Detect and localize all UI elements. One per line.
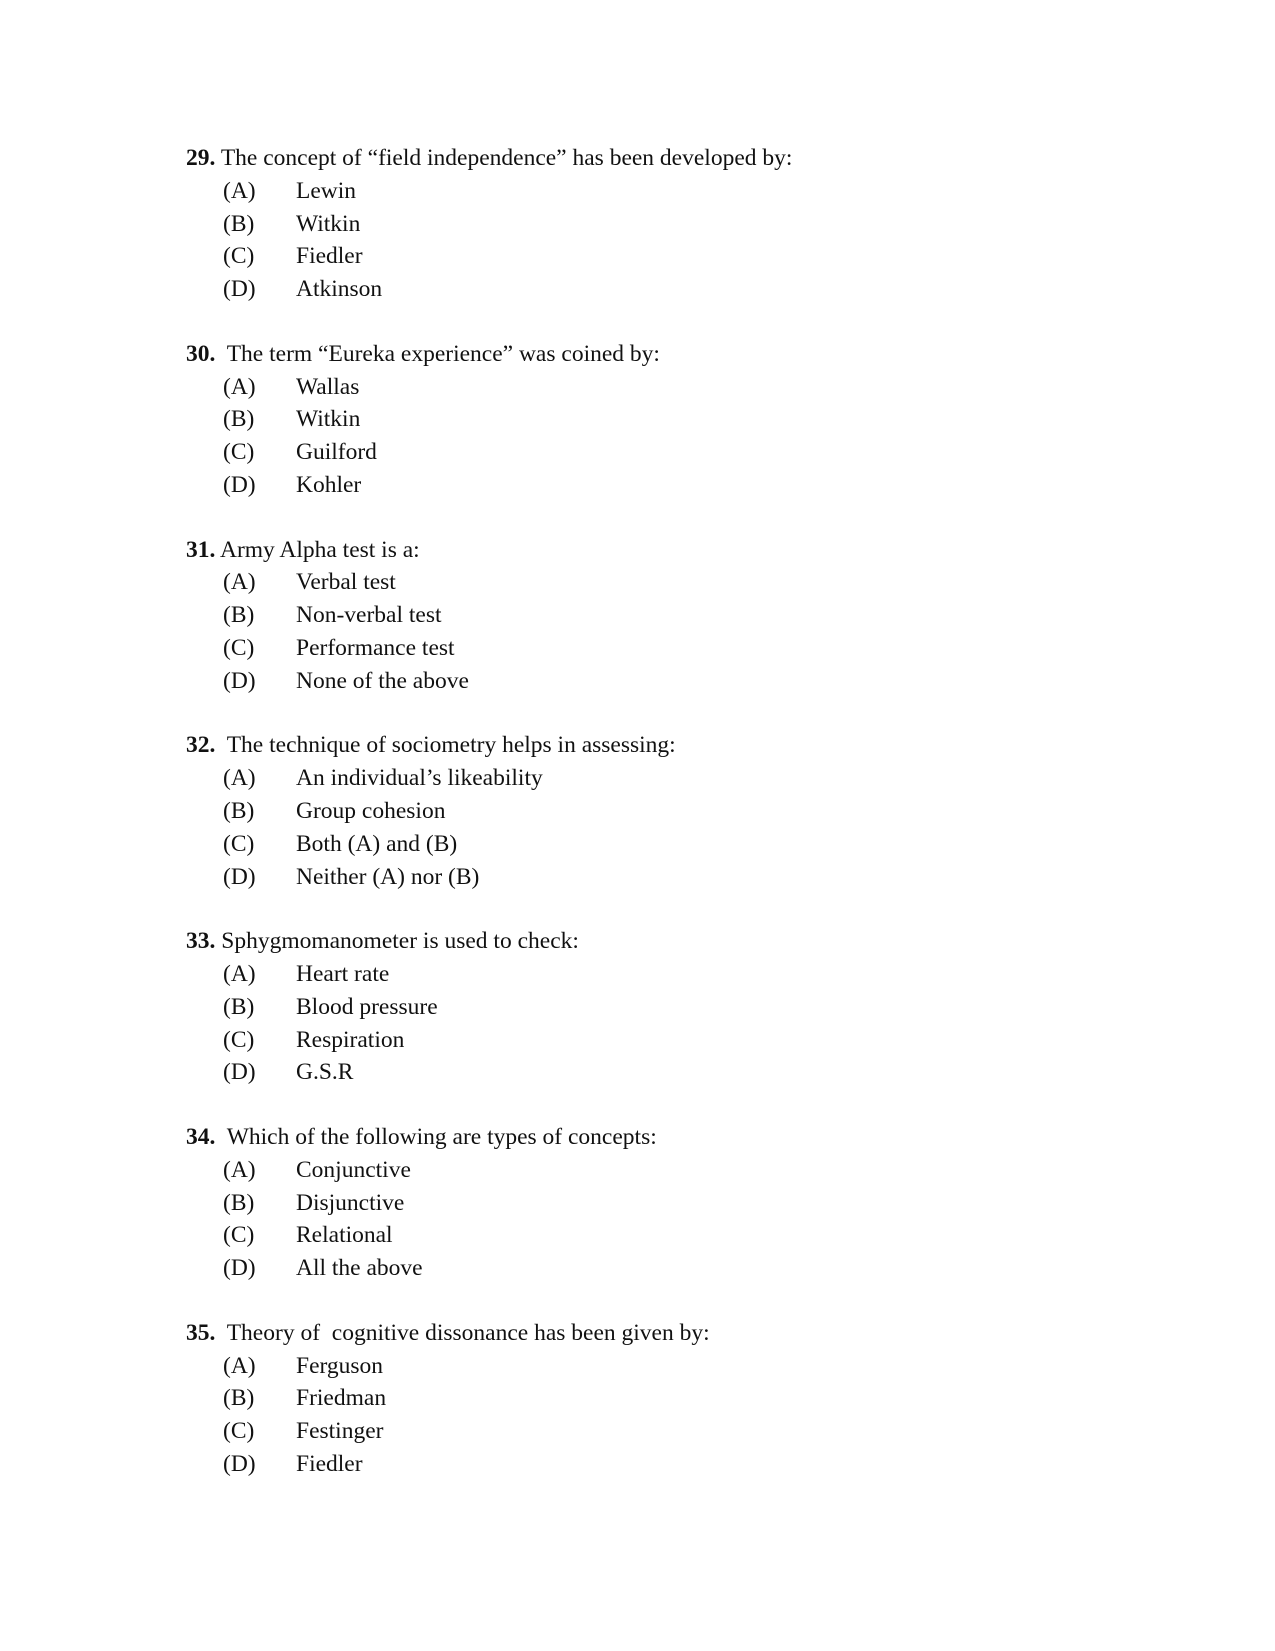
options-list [186, 175, 1086, 306]
option-c [186, 240, 1086, 273]
option-letter: (C) [223, 830, 255, 857]
option-letter: (B) [223, 210, 255, 237]
option-letter: (D) [223, 471, 256, 498]
option-text: Lewin [296, 177, 357, 204]
option-text: Witkin [296, 210, 361, 237]
option-text: None of the above [296, 667, 469, 694]
option-text: All the above [296, 1255, 423, 1282]
question-text: Which of the following are types of concepts: [226, 1123, 657, 1150]
question-number: 32. [186, 732, 216, 759]
option-d [186, 1056, 1086, 1089]
option-text: Ferguson [296, 1352, 384, 1379]
option-text: Kohler [296, 471, 362, 498]
option-b [186, 991, 1086, 1024]
option-text: G.S.R [296, 1059, 354, 1086]
option-letter: (A) [223, 960, 256, 987]
option-letter: (B) [223, 406, 255, 433]
question-number: 31. [186, 536, 216, 563]
option-letter: (B) [223, 602, 255, 629]
question-text: Sphygmomanometer is used to check: [221, 928, 579, 955]
question-29 [186, 142, 1086, 338]
options-list [186, 1154, 1086, 1285]
option-text: Non-verbal test [296, 602, 442, 629]
option-letter: (A) [223, 1156, 256, 1183]
option-b [186, 1382, 1086, 1415]
option-c [186, 828, 1086, 861]
option-text: Guilford [296, 439, 377, 466]
option-letter: (D) [223, 667, 256, 694]
option-letter: (C) [223, 634, 255, 661]
option-letter: (B) [223, 993, 255, 1020]
option-d [186, 861, 1086, 894]
question-number: 35. [186, 1319, 216, 1346]
question-spacer [215, 1320, 226, 1346]
option-letter: (C) [223, 1026, 255, 1053]
option-d [186, 273, 1086, 306]
option-text: Heart rate [296, 960, 390, 987]
option-c [186, 632, 1086, 665]
question-stem [186, 729, 1086, 762]
option-a [186, 371, 1086, 404]
option-c [186, 436, 1086, 469]
option-letter: (B) [223, 1385, 255, 1412]
option-letter: (C) [223, 1222, 255, 1249]
options-list [186, 958, 1086, 1089]
question-number: 33. [186, 928, 216, 955]
option-a [186, 1154, 1086, 1187]
question-text: Army Alpha test is a: [219, 536, 420, 563]
question-text: The term “Eureka experience” was coined by: [226, 340, 660, 367]
option-text: Neither (A) nor (B) [296, 863, 480, 890]
option-d [186, 1448, 1086, 1481]
question-text: Theory of cognitive dissonance has been given by: [226, 1319, 710, 1346]
option-letter: (D) [223, 1059, 256, 1086]
option-b [186, 403, 1086, 436]
question-34 [186, 1121, 1086, 1317]
option-text: Conjunctive [296, 1156, 411, 1183]
option-text: Relational [296, 1222, 393, 1249]
options-list [186, 762, 1086, 893]
question-stem [186, 1121, 1086, 1154]
option-c [186, 1219, 1086, 1252]
question-spacer [215, 1124, 226, 1150]
option-letter: (B) [223, 1189, 255, 1216]
question-text: The technique of sociometry helps in assessing: [226, 732, 676, 759]
option-text: Group cohesion [296, 797, 446, 824]
option-text: Blood pressure [296, 993, 438, 1020]
option-letter: (A) [223, 569, 256, 596]
option-text: Wallas [296, 373, 360, 400]
question-list [186, 142, 1086, 1513]
question-spacer [215, 341, 226, 367]
option-text: An individual’s likeability [296, 765, 543, 792]
option-a [186, 762, 1086, 795]
option-b [186, 1187, 1086, 1220]
option-text: Verbal test [296, 569, 396, 596]
question-stem [186, 142, 1086, 175]
option-letter: (A) [223, 177, 256, 204]
option-a [186, 958, 1086, 991]
option-text: Witkin [296, 406, 361, 433]
options-list [186, 1350, 1086, 1481]
option-c [186, 1415, 1086, 1448]
option-letter: (D) [223, 276, 256, 303]
option-b [186, 599, 1086, 632]
option-b [186, 795, 1086, 828]
question-number: 34. [186, 1123, 216, 1150]
option-letter: (A) [223, 765, 256, 792]
question-30 [186, 338, 1086, 534]
options-list [186, 371, 1086, 502]
option-letter: (D) [223, 1255, 256, 1282]
option-d [186, 1252, 1086, 1285]
option-text: Fiedler [296, 1450, 363, 1477]
question-35 [186, 1317, 1086, 1513]
option-text: Performance test [296, 634, 455, 661]
option-a [186, 1350, 1086, 1383]
option-d [186, 665, 1086, 698]
option-text: Fiedler [296, 243, 363, 270]
option-d [186, 469, 1086, 502]
question-32 [186, 729, 1086, 925]
option-letter: (A) [223, 1352, 256, 1379]
option-letter: (B) [223, 797, 255, 824]
option-text: Disjunctive [296, 1189, 405, 1216]
question-text: The concept of “field independence” has been developed by: [220, 145, 793, 171]
option-text: Atkinson [296, 276, 383, 303]
question-stem [186, 534, 1086, 567]
option-text: Respiration [296, 1026, 405, 1053]
option-letter: (D) [223, 1450, 256, 1477]
option-text: Festinger [296, 1418, 384, 1445]
option-text: Both (A) and (B) [296, 830, 458, 857]
question-33 [186, 925, 1086, 1121]
option-letter: (C) [223, 1418, 255, 1445]
question-stem [186, 338, 1086, 371]
option-letter: (A) [223, 373, 256, 400]
option-a [186, 566, 1086, 599]
question-number: 30. [186, 340, 216, 367]
question-number: 29. [186, 145, 216, 171]
option-letter: (C) [223, 243, 255, 270]
option-letter: (C) [223, 439, 255, 466]
question-stem [186, 925, 1086, 958]
options-list [186, 566, 1086, 697]
option-b [186, 208, 1086, 241]
option-c [186, 1024, 1086, 1057]
question-31 [186, 534, 1086, 730]
option-a [186, 175, 1086, 208]
option-text: Friedman [296, 1385, 387, 1412]
question-spacer [215, 732, 226, 758]
option-letter: (D) [223, 863, 256, 890]
question-stem [186, 1317, 1086, 1350]
